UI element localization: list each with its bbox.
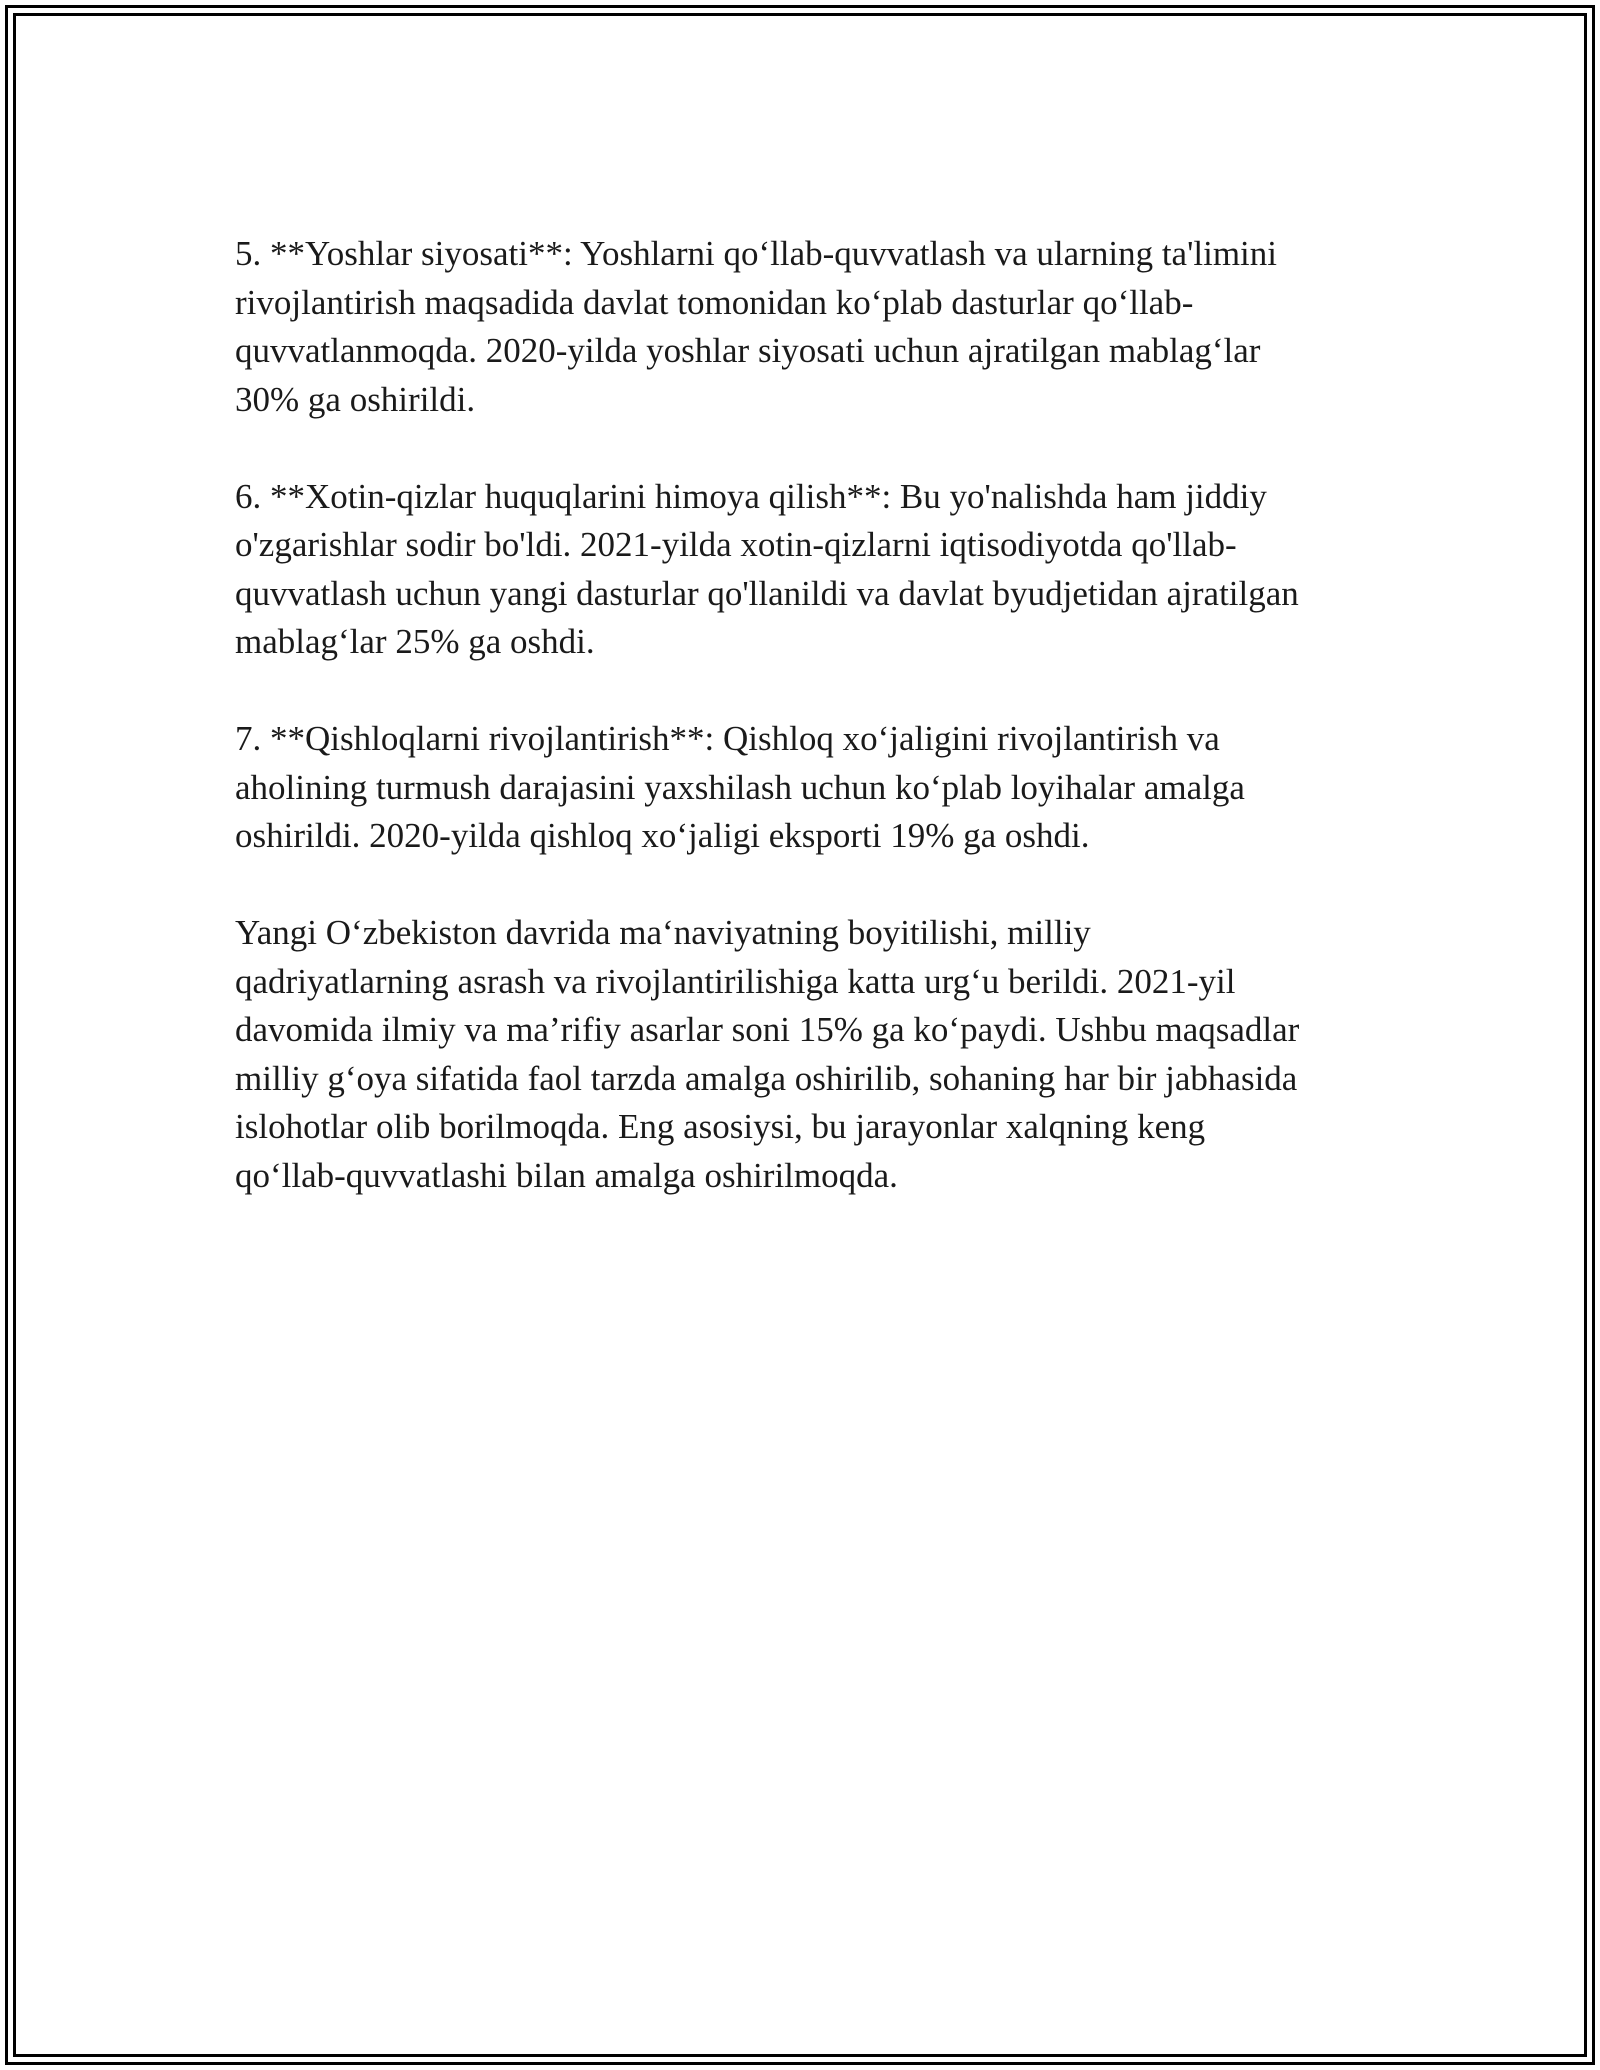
paragraph-spirituality: Yangi O‘zbekiston davrida ma‘naviyatning boyitilishi, milliy qadriyatlarning asrash va rivojlantirilishiga katta urg‘u berildi. 2021-yil davomida ilmiy va ma’rifiy asarlar soni 15% ga ko‘paydi. Ushbu maqsadlar milliy g‘oya sifatida faol tarzda amalga oshirilib, sohaning har bir jabhasida islohotlar olib borilmoqda. Eng asosiysi, bu jarayonlar xalqning keng qo‘llab-quvvatlashi bilan amalga oshirilmoqda. — [235, 913, 1300, 1195]
paragraph-women-rights: 6. **Xotin-qizlar huquqlarini himoya qilish**: Bu yo'nalishda ham jiddiy o'zgarishlar sodir bo'ldi. 2021-yilda xotin-qizlarni iqtisodiyotda qo'llab- quvvatlash uchun yangi dasturlar qo'llanildi va davlat byudjetidan ajratilgan mablag‘lar 25% ga oshdi. — [235, 476, 1299, 661]
document-body — [235, 230, 1365, 1200]
paragraph-youth-policy: 5. **Yoshlar siyosati**: Yoshlarni qo‘llab-quvvatlash va ularning ta'limini rivojlantirish maqsadida davlat tomonidan ko‘plab dasturlar qo‘llab- quvvatlanmoqda. 2020-yilda yoshlar siyosati uchun ajratilgan mablag‘lar 30% ga oshirildi. — [235, 234, 1278, 419]
paragraph-rural-development: 7. **Qishloqlarni rivojlantirish**: Qishloq xo‘jaligini rivojlantirish va aholining turmush darajasini yaxshilash uchun ko‘plab loyihalar amalga oshirildi. 2020-yilda qishloq xo‘jaligi eksporti 19% ga oshdi. — [235, 719, 1245, 855]
